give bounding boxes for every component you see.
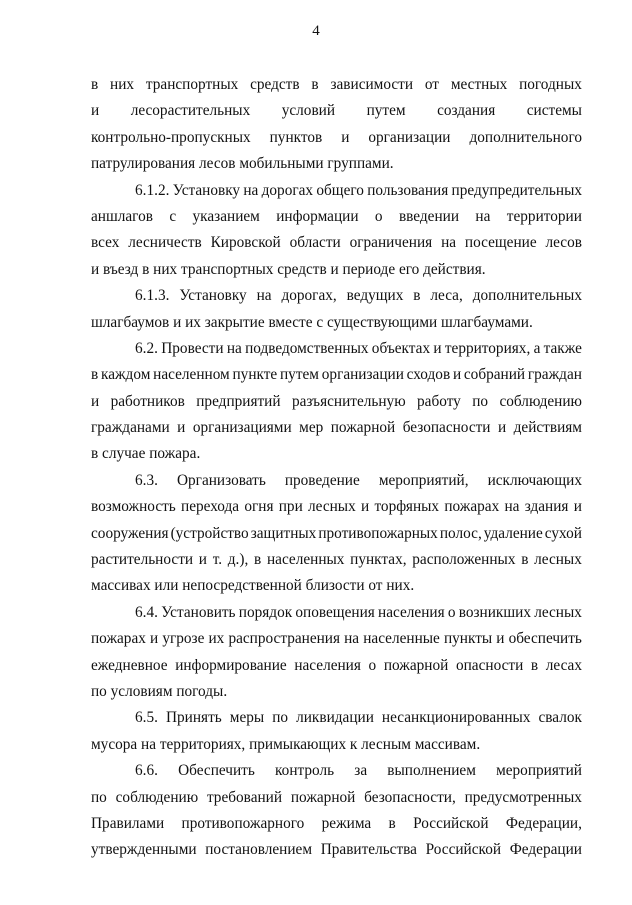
word: леса, <box>430 287 463 305</box>
word: утвержденными <box>91 841 197 859</box>
text-line <box>91 204 582 230</box>
word: Установить <box>161 603 236 621</box>
word: системы <box>526 102 582 120</box>
word: на <box>226 339 242 357</box>
word: постановлением <box>205 841 313 859</box>
word: исключающих <box>487 471 582 489</box>
word: огня <box>244 498 274 516</box>
word: предприятий <box>196 392 281 410</box>
word: опасности <box>455 656 524 674</box>
text-line <box>91 336 582 362</box>
text-line <box>91 811 582 837</box>
word: условий <box>281 102 336 120</box>
word: предупредительных <box>451 181 582 199</box>
word: удаление <box>483 524 543 542</box>
word: Правилами <box>91 814 165 832</box>
word: области <box>289 234 341 252</box>
word: сходов <box>406 366 451 384</box>
word: пункте <box>232 366 278 384</box>
word: и <box>91 102 100 120</box>
word: а <box>533 339 541 357</box>
word: дополнительных <box>472 287 582 305</box>
text-line: шлагбаумов и их закрытие вместе с существующими шлагбаумами. <box>91 313 533 331</box>
word: 6.6. <box>135 762 158 780</box>
word: мер <box>299 419 324 437</box>
text-line <box>91 521 582 547</box>
word: населенном <box>153 366 230 384</box>
word: Организовать <box>176 471 266 489</box>
word: пунктов <box>269 128 323 146</box>
word: (устройство <box>170 524 249 542</box>
word: территориях, <box>444 339 531 357</box>
word: работу <box>417 392 461 410</box>
word: на <box>441 234 457 252</box>
word: зависимости <box>330 76 414 93</box>
word: аншлагов <box>91 207 153 225</box>
word: о <box>447 603 456 621</box>
word: транспортных <box>145 76 239 93</box>
word: лесных <box>308 498 356 516</box>
word: пожарной <box>330 419 396 437</box>
text-line <box>91 758 582 784</box>
word: т. <box>212 551 223 569</box>
word: несанкционированных <box>381 709 531 727</box>
word: дорогах, <box>281 287 337 305</box>
word: Правительства <box>320 841 417 859</box>
word: ведущих <box>346 287 404 305</box>
word: в <box>530 656 539 674</box>
word: пожарах <box>91 630 146 648</box>
text-line: мусора на территориях, примыкающих к лесным массивам. <box>91 735 481 753</box>
word: введении <box>398 207 460 225</box>
word: возможность <box>91 498 176 516</box>
word: в <box>91 366 99 384</box>
word: лесничеств <box>128 234 202 252</box>
word: всех <box>91 234 120 252</box>
word: режима <box>321 814 372 832</box>
word: сооружения <box>91 524 169 542</box>
word: организации <box>321 366 404 384</box>
word: территории <box>506 207 582 225</box>
word: оповещения <box>295 603 375 621</box>
word: по <box>91 788 107 806</box>
word: лесных <box>534 551 582 569</box>
word: растительности <box>91 551 194 569</box>
word: Установку <box>172 181 241 199</box>
word: в <box>254 551 262 569</box>
document-body <box>91 72 582 864</box>
word: за <box>354 762 368 780</box>
word: расположенных <box>412 551 516 569</box>
word: торфяных <box>374 498 440 516</box>
word: их <box>208 630 225 648</box>
word: 6.5. <box>135 709 158 727</box>
text-line <box>91 415 582 441</box>
word: и <box>497 419 507 437</box>
word: пункты <box>443 630 493 648</box>
word: на <box>475 207 491 225</box>
word: выполнением <box>387 762 476 780</box>
text-line <box>91 125 582 151</box>
word: д.), <box>227 551 249 569</box>
word: работников <box>110 392 185 410</box>
word: соблюдению <box>499 392 582 410</box>
word: предусмотренных <box>464 788 582 806</box>
word: каждом <box>101 366 151 384</box>
word: по <box>472 392 489 410</box>
word: распространения <box>228 630 341 648</box>
word: 6.3. <box>135 471 158 489</box>
word: посещение <box>464 234 537 252</box>
word: организациями <box>192 419 292 437</box>
word: подведомственных <box>245 339 369 357</box>
word: и <box>177 419 186 437</box>
word: 6.4. <box>135 603 158 621</box>
word: с <box>169 207 177 225</box>
text-line <box>91 389 582 415</box>
word: здания <box>524 498 569 516</box>
word: в <box>413 287 421 305</box>
word: разъяснительную <box>291 392 406 410</box>
word: на <box>344 630 360 648</box>
word: и <box>452 366 462 384</box>
text-line <box>91 705 582 731</box>
word: Федерации <box>509 841 582 859</box>
word: и <box>573 498 582 516</box>
word: проведение <box>284 471 360 489</box>
word: организации <box>368 128 451 146</box>
text-line <box>91 468 582 494</box>
word: 6.1.2. <box>135 181 170 199</box>
word: лесов <box>545 234 582 252</box>
word: и <box>150 630 159 648</box>
word: в <box>388 814 396 832</box>
text-line <box>91 362 582 388</box>
word: дорогах <box>261 181 314 199</box>
word: и <box>496 630 505 648</box>
word: и <box>361 498 370 516</box>
word: пользования <box>367 181 449 199</box>
page-number: 4 <box>312 23 320 39</box>
text-line <box>91 785 582 811</box>
word: Кировской <box>210 234 281 252</box>
word: безопасности, <box>364 788 456 806</box>
word: Установку <box>179 287 247 305</box>
word: мероприятий <box>496 762 582 780</box>
word: и <box>198 551 207 569</box>
text-line <box>91 494 582 520</box>
word: пожарной <box>290 788 356 806</box>
word: противопожарных <box>318 524 438 542</box>
word: и <box>433 339 442 357</box>
word: 6.2. <box>135 339 158 357</box>
word: возникших <box>458 603 531 621</box>
word: обеспечить <box>508 630 582 648</box>
word: по <box>272 709 289 727</box>
text-line: в случае пожара. <box>91 445 201 463</box>
word: средств <box>250 76 300 93</box>
text-line: по условиям погоды. <box>91 682 228 700</box>
word: населенных <box>266 551 345 569</box>
word: указанием <box>192 207 260 225</box>
text-line <box>91 600 582 626</box>
word: соблюдению <box>115 788 199 806</box>
word: путем <box>366 102 406 120</box>
word: порядок <box>238 603 293 621</box>
word: на <box>504 498 520 516</box>
word: населения <box>294 656 361 674</box>
word: гражданами <box>91 419 170 437</box>
word: информации <box>276 207 359 225</box>
word: контрольно-пропускных <box>91 128 251 146</box>
word: них <box>110 76 135 93</box>
word: местных <box>450 76 508 93</box>
word: собраний <box>463 366 526 384</box>
text-line <box>91 98 582 124</box>
word: на <box>243 181 259 199</box>
word: действиям <box>513 419 582 437</box>
word: угрозе <box>162 630 205 648</box>
text-line <box>91 178 582 204</box>
text-line <box>91 230 582 256</box>
word: общего <box>316 181 364 199</box>
word: перехода <box>181 498 240 516</box>
text-line <box>91 72 582 98</box>
word: меры <box>229 709 265 727</box>
word: пожарах <box>444 498 500 516</box>
word: на <box>256 287 272 305</box>
word: Принять <box>165 709 222 727</box>
word: и <box>341 128 350 146</box>
word: пунктах, <box>350 551 407 569</box>
word: контроль <box>275 762 335 780</box>
word: ограничения <box>349 234 433 252</box>
text-line <box>91 837 582 863</box>
word: дополнительного <box>469 128 582 146</box>
word: Обеспечить <box>178 762 255 780</box>
word: требований <box>206 788 283 806</box>
word: объектах <box>371 339 431 357</box>
word: Федерации, <box>505 814 582 832</box>
word: защитных <box>250 524 317 542</box>
word: 6.1.3. <box>135 287 170 305</box>
word: безопасности <box>402 419 491 437</box>
word: погодных <box>519 76 582 93</box>
word: лесных <box>534 603 582 621</box>
text-line <box>91 653 582 679</box>
word: лесах <box>545 656 582 674</box>
word: путем <box>280 366 319 384</box>
word: в <box>521 551 529 569</box>
word: свалок <box>538 709 582 727</box>
word: о <box>374 207 383 225</box>
word: Российской <box>413 814 489 832</box>
text-line: патрулирования лесов мобильными группами. <box>91 155 394 173</box>
text-line <box>91 547 582 573</box>
word: при <box>278 498 303 516</box>
text-line <box>91 283 582 309</box>
word: также <box>543 339 582 357</box>
word: пожарной <box>383 656 449 674</box>
word: противопожарного <box>181 814 305 832</box>
word: в <box>91 76 99 93</box>
word: полос, <box>439 524 482 542</box>
word: сухой <box>544 524 582 542</box>
word: граждан <box>527 366 582 384</box>
word: и <box>91 392 100 410</box>
word: о <box>368 656 377 674</box>
text-line: массивах или непосредственной близости от них. <box>91 577 415 595</box>
word: ежедневное <box>91 656 168 674</box>
word: информирование <box>175 656 287 674</box>
word: лесорастительных <box>130 102 251 120</box>
word: населения <box>378 603 445 621</box>
text-line <box>91 626 582 652</box>
word: в <box>311 76 319 93</box>
word: от <box>424 76 439 93</box>
word: ликвидации <box>296 709 374 727</box>
word: мероприятий, <box>378 471 469 489</box>
word: Российской <box>425 841 502 859</box>
word: Провести <box>161 339 224 357</box>
word: населенные <box>363 630 440 648</box>
text-line: и въезд в них транспортных средств и периоде его действия. <box>91 260 486 278</box>
word: создания <box>437 102 496 120</box>
